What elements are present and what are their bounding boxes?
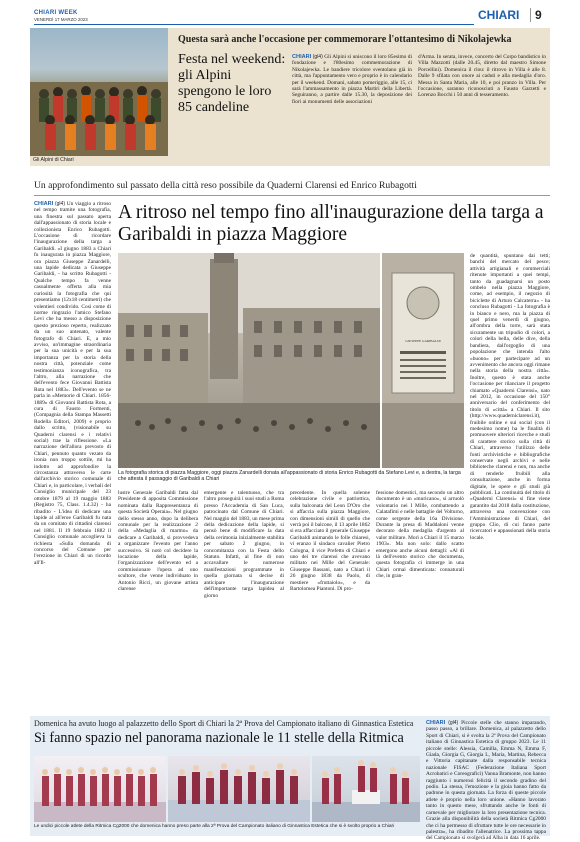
alpini-text-2: d'Arma. In serata, invece, concerto del Corpo bandistico in Villa Mazzotti (dalle 20.45, diretto dal maestro Simone Porcellini). Domenica il clou: il ritrovo in Villa è alle 8. Dalle 9 sfilata con onore ai caduti e alla medaglia d'oro. Messa in Santa Maria, alle 10, e poi pranzo in Villa. Per l'occasione, saranno riconosciuti a Fausto Garzetti e Lorenzo Bocchi i 50 anni di tesseramento.: [418, 54, 546, 99]
garibaldi-plaque-photo: [382, 253, 464, 468]
alpini-dateline-city: CHIARI: [292, 54, 312, 60]
garibaldi-column-3: [204, 490, 284, 710]
garibaldi-text-4: precedente. In quella solenne celebrazione civile e patriottica, sulla balconata del Leon D'Oro che si affaccia sulla piazza Maggiore, con dimensioni simili di quello che verrà poi il balcone, il 13 aprile 1862 si era affacciato il generale Giuseppe Garibaldi animando le folle chiaresi, vi eranzo il sindaco cavalier Pietro Cologna, il vice Prefetto di Chiari e uno dei tre clarensi che avevano militato nei Mille del Generale: Giuseppe Bassani, nato a Chiari il 26 giugno 1838 da Paolo, di mestiere «fruttaiolo», e da Bartolomea Piantoni. Di pro-: [290, 490, 370, 593]
masthead: [0, 0, 580, 26]
section-label: CHIARI: [478, 8, 520, 22]
alpini-photo-art: [30, 28, 168, 156]
ritmica-kicker: Domenica ha avuto luogo al palazzetto dello Sport di Chiari la 2ª Prova del Campionato italiano di Ginnastica Estetica: [34, 719, 414, 728]
ritmica-text: Piccole stelle che stanno imparando, passo passo, a brillare. Domenica, al palazzetto dello Sport di Chiari, si è svolta la 2ª Prova del Campionato italiano di Ginnastica Estetica di gruppo 2023. Le 11 piccole stelle: Alessia, Camilla, Emma N, Emma F, Giada, Giorgia G, Giorgia L, Maria, Martina, Rebecca e Vittoria capitanate dalla responsabile tecnica nazionale FISAC (Federazione Italiana Sport Acrobatici e Coreografici) Vanna Bramonte, non hanno raggiunto i numerosi felicità il secondo gradino del podio. La stessa, l'emozione e la gioia hanno fatto da padrone in questa giornata. La forza di queste piccole atlete è proprio nella loro unione. «Hanno lavorato tanto in questo mese, sfruttando anche le fonti di carnevale per migliorare la loro presentazione tecnica. Grazie alla disponibilità della società Ritmica Cg2000 che ci ha permesso di sfruttare tutte le ore necessarie in palestra», ha ribadito l'allenatrice. La prossima tappa del Campionato si svolgerà ad Alba in data 16 aprile.: [426, 720, 546, 842]
garibaldi-headline: A ritroso nel tempo fino all'inaugurazione della targa a Garibaldi in piazza Maggiore: [118, 202, 544, 245]
alpini-photo-caption: Gli Alpini di Chiari: [33, 157, 74, 163]
garibaldi-column-1: [34, 201, 111, 711]
garibaldi-dateline-city: CHIARI: [34, 201, 54, 207]
garibaldi-text-6: de quantità, spuntano dai tetti; banchi del mercato del pesce; attività artigianali e commerciali ritenute importanti a quei tempi, tanto da guadagnarsi un posto ombelo nella piazza Maggiore, come, ad esempio, il negozio di biciclette di Arturo Calcaterra» - ha concluso Rubagotti - La fotografia è in bianco e nero, ma la piazza di quel primo venerdì di giugno, all'ombra della torre, sarà stata sicuramente un tripudio di colori, a colori della bella, delle dive, della bandiera, dall'orgoglio di una popolazione che intenda l'alto «buono» per partecipare ad un avvenimento che ancora oggi rimane nella storia della nostra città». Inoltre, questo è stata anche l'occasione per rilanciare il progetto chiamato «Quaderni Clarensi», nato nel 2012, in occasione del 150° anniversario del conferimento del titolo di «città» a Chiari. Il sito (http://www.quaderniclarensi.it), fruibile online e sui social (con il medesimo nome) ha le finalità di promuovere ulteriori ricerche e studi di carattere storico sulla città di Chiari, attraverso l'utilizzo delle fonti archivistiche e bibliografiche conservate negli archivi e nelle biblioteche clarensi e non, ma anche di renderle fruibili alla consultazione, anche in forma digitale, le opere e gli studi già pubblicati. La continuità del titolo di «Quaderni Clarensi» si fine viene garantito dal 2018 dalla costituzione, attraverso una convenzione con l'Amministrazione di Chiari, del gruppo Clio, di cui fanno parte ricercatori e appassionati della storia locale.: [470, 253, 550, 541]
ritmica-photo-3: [312, 756, 420, 822]
garibaldi-text-3: emergente e talentuoso, che tra l'altro proseguirà i suoi studi a Roma presso l'Accademia di San Luca, patrocinato dal Comune di Chiari. Nel maggio del 1883, un mese prima della dedicazione della lapide, si pensò bene di modificare la data della cerimonia inizialmente stabilita per sabato 2 giugno, in concomitanza con la Festa dello Statuto. Infatti, al fine di non accavallare le numerose manifestazioni programmate in quella giornata si decise di anticipare l'inaugurazione dell'importante targa lapidea al giorno: [204, 490, 284, 599]
garibaldi-photo-caption: La fotografia storica di piazza Maggiore, oggi piazza Zanardelli donata all'appassionato di storia Enrico Rubagotti da Stefano Levi e, a destra, la targa che attesta il passaggio di Garibaldi a Chiari: [118, 470, 461, 482]
alpini-column-2: [418, 54, 546, 160]
ritmica-photo-3-art: [312, 756, 420, 822]
garibaldi-text-2: lustre Generale Garibaldi fatta dal Presidente di apposita Commissione nominata dalla Rappresentanza di questa Società Operaia». Nel giugno dello stesso anno, dopo la delibera comunale per la realizzazione 2 della «Medaglia di marmo» da dedicare a Garibaldi, si provvedeva a organizzare l'evento per l'anno successivo. Si notò col decidere la locazione della lapide, l'organizzazione dell'evento ed a commissionare l'opera ad uno scultore, che venne individuato in Antonio Ricci, un giovane artista clarense: [118, 490, 198, 593]
ritmica-headline: Si fanno spazio nel panorama nazionale le 11 stelle della Ritmica: [34, 730, 404, 746]
masthead-logo: CHIARI WEEK: [34, 10, 78, 16]
plaque-photo-art: [382, 253, 464, 468]
plaque-name: GIUSEPPE GARIBALDI: [405, 339, 441, 343]
garibaldi-historic-photo: [118, 253, 380, 468]
alpini-headline: Festa nel weekend: gli Alpini spengono le loro 85 candeline: [178, 52, 286, 115]
alpini-text-1: Gli Alpini si uniscono il loro 85esimo di fondazione e l'80esimo commemorazione di Nikolajewka. Le bandiere tricolore sventolano già in città, ma l'appuntamento vero e proprio è in calendario per il weekend. Domani, sabato pomeriggio, alle 15, ci sarà l'ammassamento in piazza Martiri della Libertà. Seguiranno, a partire dalle 15.30, la deposizione dei fiori ai monumenti delle associazioni: [292, 54, 412, 105]
ritmica-dateline-code: (gl4): [448, 720, 459, 726]
historic-photo-art: [118, 253, 380, 468]
page-number: 9: [530, 8, 542, 22]
ritmica-photo-2: [168, 756, 310, 822]
garibaldi-kicker: Un approfondimento sul passato della città reso possibile da Quaderni Clarensi ed Enrico Rubagotti: [34, 180, 417, 191]
alpini-story: [30, 28, 550, 166]
masthead-rule: [34, 24, 474, 25]
ritmica-story: [30, 716, 550, 842]
alpini-dateline-code: (gl4): [312, 54, 323, 60]
ritmica-photo-caption: Le undici piccole atlete della Ritmica Cg2000 che domenica hanno preso parte alla 2ª Prova del Campionato italiano di Ginnastica Estetica che si è svolto proprio a Chiari: [34, 824, 395, 829]
garibaldi-column-4: [290, 490, 370, 710]
garibaldi-column-6: [470, 253, 550, 711]
ritmica-photo-1-art: [34, 756, 166, 822]
garibaldi-text-1: Un viaggio a ritroso nel tempo tramite una fotografia, una finestra sul passato aperta dall'appassionato di storia locale e collezionista Enrico Rubagotti. L'occasione di ricordare l'inaugurazione della targa a Garibaldi. «I giugno 1883 a Chiari fu inaugurata in piazza Maggiore, ora piazza Giuseppe Zanardelli, una lapide dedicata a Giuseppe Garibaldi, - ha scritto Rubagotti - Qualche tempo fa venne casualmente offerta alla mia curiosità la fotografia che qui presentiamo (12x18 centimetri) che volentieri condivido. Così come di norme ringrazio l'amico Stefano Levi che ha messo a disposizione questo prezioso reperto, realizzato da un suo antenato, valente fotografo di Chiari. E, a mio avviso, un'immagine straordinaria per la sua unicità e per la sua importanza per la storia della nostra città, potenziale come testimonianza iconografica, tra l'altro, alla narrazione che dell'evento fece Giovanni Battista Rota nel 1883». Dell'evento se ne parla in «Memorie di Chiari. 1856-1889» di Giovanni Battista Rota, a cura di Fausto Formenti, (Compagnia della Stampa Massetti Rodella Editori, 2009) e proprio dallo scritto, (visionabile su Quaderni clarensi e i relativi social) trae la riflessione. «La narrazione dell'allora prevosto di Chiari, pennuto quanto vezato da ironia non troppo sottile, mi ha indotto ad approfondire la circostanza attraverso le carte dall'archivio storico comunale di Chiari e, in particolare, i verbali del Consiglio municipale del 23 ottobre 1879 al 19 maggio 1883 (Registro 75, Class. 1.4.32) - ha ribadito - L'idea di dedicare una lapide al all'eroe Garibaldi fu nata da un comitato di cittadini clarensi nel 1881. Il 19 febbraio 1882 il Consiglio comunale accoglieva la richiesta «Sulla domanda di concorso del Comune per l'erezione in Chiari di un ricordo all'Il-: [34, 201, 111, 566]
garibaldi-dateline-code: (gl4): [54, 201, 65, 207]
alpini-column-1: [292, 54, 412, 160]
ritmica-dateline-city: CHIARI: [426, 720, 446, 726]
ritmica-photo-1: [34, 756, 166, 822]
garibaldi-column-5: [376, 490, 464, 710]
ritmica-photo-2-art: [168, 756, 310, 822]
garibaldi-kicker-rule: [34, 195, 550, 196]
ritmica-column: [426, 720, 546, 842]
masthead-date: VENERDÌ 17 MARZO 2023: [34, 17, 88, 22]
garibaldi-text-5: fessione domestici, ma secondo un altro documento è un «muricano», si arruolò volontario nei I Mille, combattendo a Calatafimi e nelle battaglie del Volturno, come sergente della 16a Divisione. Durante la presa di Maddaloni venne decorato della medaglia d'argento al valor militare. Morì a Chiari il 15 marzo 1903». Ma non solo: dallo scatto emergono anche alcuni dettagli: «Al di là dell'evento storico che documenta, questa fotografia ci immerge in una Chiari ormai dimenticata: connaturali che, in gran-: [376, 490, 464, 580]
alpini-photo: [30, 28, 168, 156]
garibaldi-column-2: [118, 490, 198, 710]
alpini-kicker: Questa sarà anche l'occasione per commemorare l'ottantesimo di Nikolajewka: [178, 34, 512, 45]
